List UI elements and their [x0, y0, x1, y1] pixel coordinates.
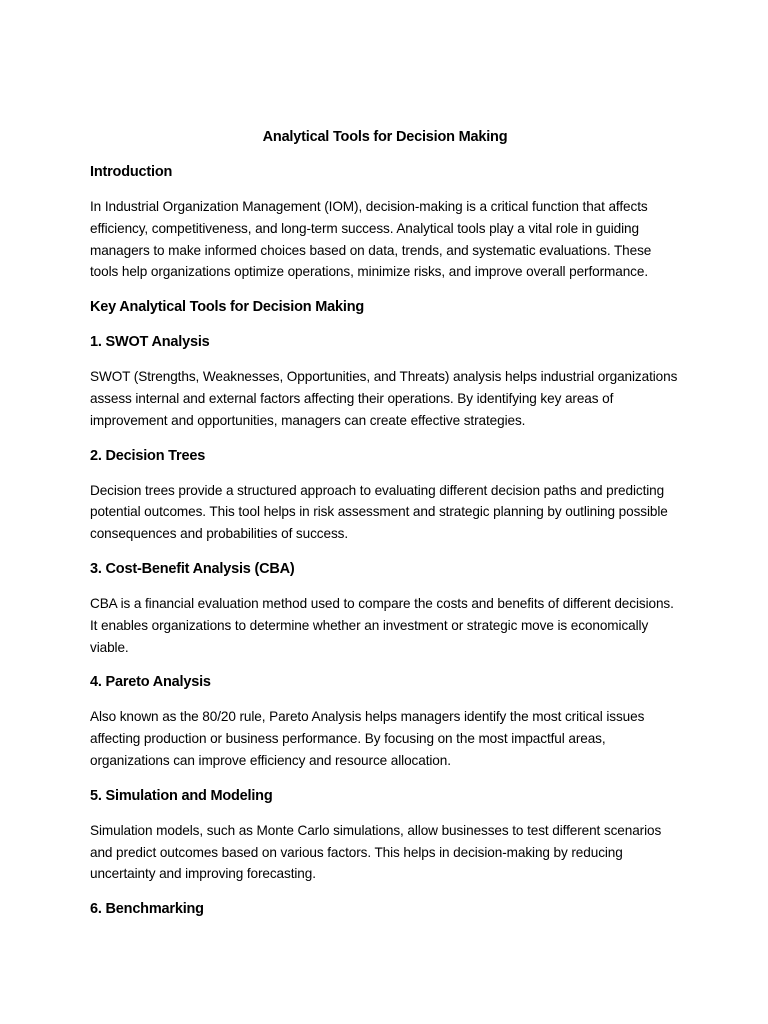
section-paragraph-swot: SWOT (Strengths, Weaknesses, Opportunities, and Threats) analysis helps industrial organizations assess internal and external factors affecting their operations. By identifying key areas of improvement and opportunities, managers can create effective strategies.: [90, 369, 678, 428]
section-paragraph-pareto: Also known as the 80/20 rule, Pareto Analysis helps managers identify the most critical issues affecting production or business performance. By focusing on the most impactful areas, organizations can improve efficiency and resource allocation.: [90, 709, 645, 768]
section-paragraph-decision-trees: Decision trees provide a structured approach to evaluating different decision paths and predicting potential outcomes. This tool helps in risk assessment and strategic planning by outlining possible consequences and probabilities of success.: [90, 482, 668, 542]
section-heading-introduction: Introduction: [90, 164, 173, 180]
section-heading-benchmarking: 6. Benchmarking: [90, 901, 204, 918]
section-heading-pareto: 4. Pareto Analysis: [90, 674, 211, 691]
section-paragraph-simulation: Simulation models, such as Monte Carlo simulations, allow businesses to test different scenarios and predict outcomes based on various factors. This helps in decision-making by reducing uncertainty and improving forecasting.: [90, 822, 662, 882]
section-heading-key-tools: Key Analytical Tools for Decision Making: [90, 299, 365, 316]
document-title: Analytical Tools for Decision Making: [262, 129, 508, 145]
section-heading-decision-trees: 2. Decision Trees: [90, 447, 206, 464]
section-heading-swot: 1. SWOT Analysis: [90, 334, 210, 351]
section-paragraph-introduction: In Industrial Organization Management (IOM), decision-making is a critical function that affects efficiency, competitiveness, and long-term success. Analytical tools play a vital role in guiding managers to make informed choices based on data, trends, and systematic evaluations. These tools help organizations optimize operations, minimize risks, and improve overall performance.: [90, 199, 652, 280]
section-heading-simulation: 5. Simulation and Modeling: [90, 787, 273, 804]
section-heading-cba: 3. Cost-Benefit Analysis (CBA): [90, 560, 295, 577]
section-paragraph-cba: CBA is a financial evaluation method used to compare the costs and benefits of different decisions. It enables organizations to determine whether an investment or strategic move is economically viable.: [90, 595, 674, 655]
